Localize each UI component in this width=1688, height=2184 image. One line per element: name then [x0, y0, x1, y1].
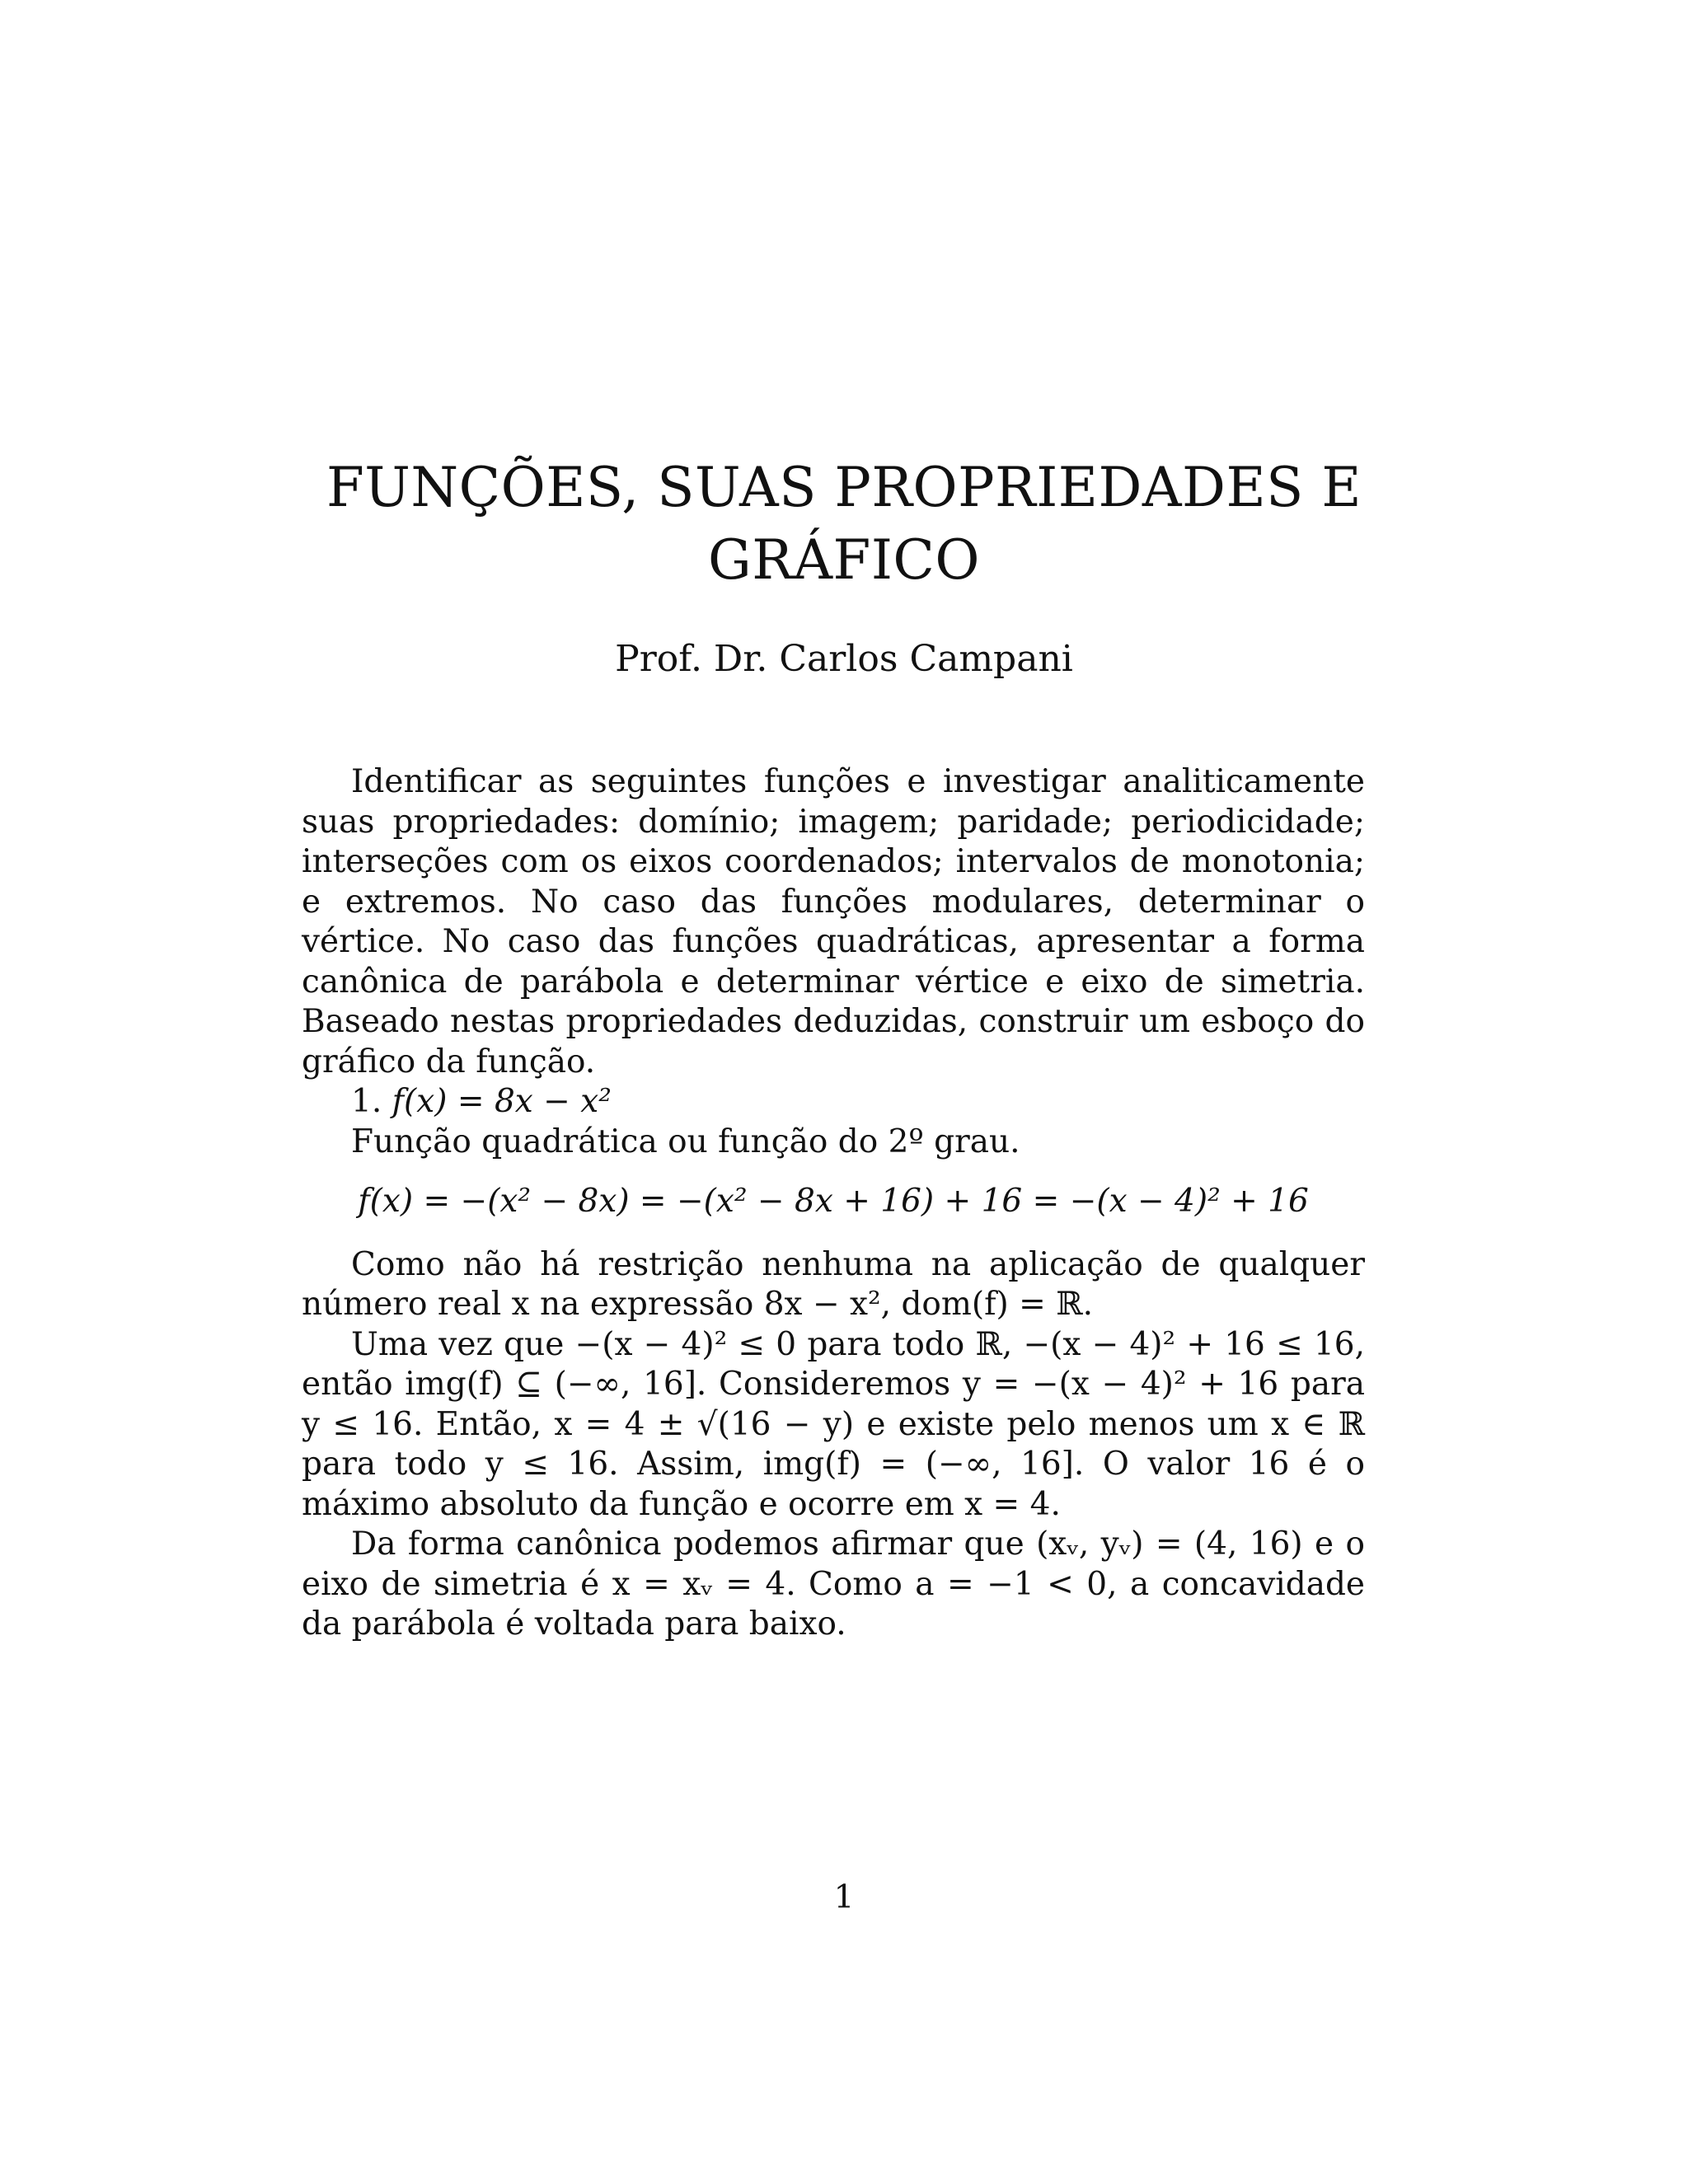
domain-paragraph: Como não há restrição nenhuma na aplicação de qualquer número real x na expressão 8x − x², dom(f) = ℝ. — [302, 1245, 1365, 1323]
exercise-number: 1. — [351, 1083, 382, 1120]
document-title — [0, 452, 1688, 597]
page-number: 1 — [833, 1879, 855, 1916]
function-type: Função quadrática ou função do 2º grau. — [351, 1122, 1020, 1160]
title-line-1: FUNÇÕES, SUAS PROPRIEDADES E — [326, 456, 1362, 519]
title-line-2: GRÁFICO — [707, 528, 981, 592]
image-paragraph: Uma vez que −(x − 4)² ≤ 0 para todo ℝ, −(x − 4)² + 16 ≤ 16, então img(f) ⊆ (−∞, 16]. Consideremos y = −(x − 4)² + 16 para y ≤ 16. Então, x = 4 ± √(16 − y) e existe pelo menos um x ∈ ℝ para todo y ≤ 16. Assim, img(f) = (−∞, 16]. O valor 16 é o máximo absoluto da função e ocorre em x = 4. — [302, 1325, 1365, 1523]
exercise-heading — [302, 1082, 1365, 1122]
exercise-function: f(x) = 8x − x² — [392, 1083, 612, 1120]
vertex-paragraph: Da forma canônica podemos afirmar que (xᵥ, yᵥ) = (4, 16) e o eixo de simetria é x = xᵥ = 4. Como a = −1 < 0, a concavidade da parábola é voltada para baixo. — [302, 1526, 1365, 1643]
intro-paragraph: Identificar as seguintes funções e investigar analiticamente suas propriedades: domínio; imagem; paridade; periodicidade; interseções com os eixos coordenados; intervalos de monotonia; e extremos. No caso das funções modulares, determinar o vértice. No caso das funções quadráticas, apresentar a forma canônica de parábola e determinar vértice e eixo de simetria. Baseado nestas propriedades deduzidas, construir um esboço do gráfico da função. — [302, 763, 1365, 1080]
canonical-form-equation: f(x) = −(x² − 8x) = −(x² − 8x + 16) + 16 = −(x − 4)² + 16 — [358, 1183, 1309, 1220]
document-body — [302, 762, 1365, 1645]
author: Prof. Dr. Carlos Campani — [615, 638, 1073, 680]
